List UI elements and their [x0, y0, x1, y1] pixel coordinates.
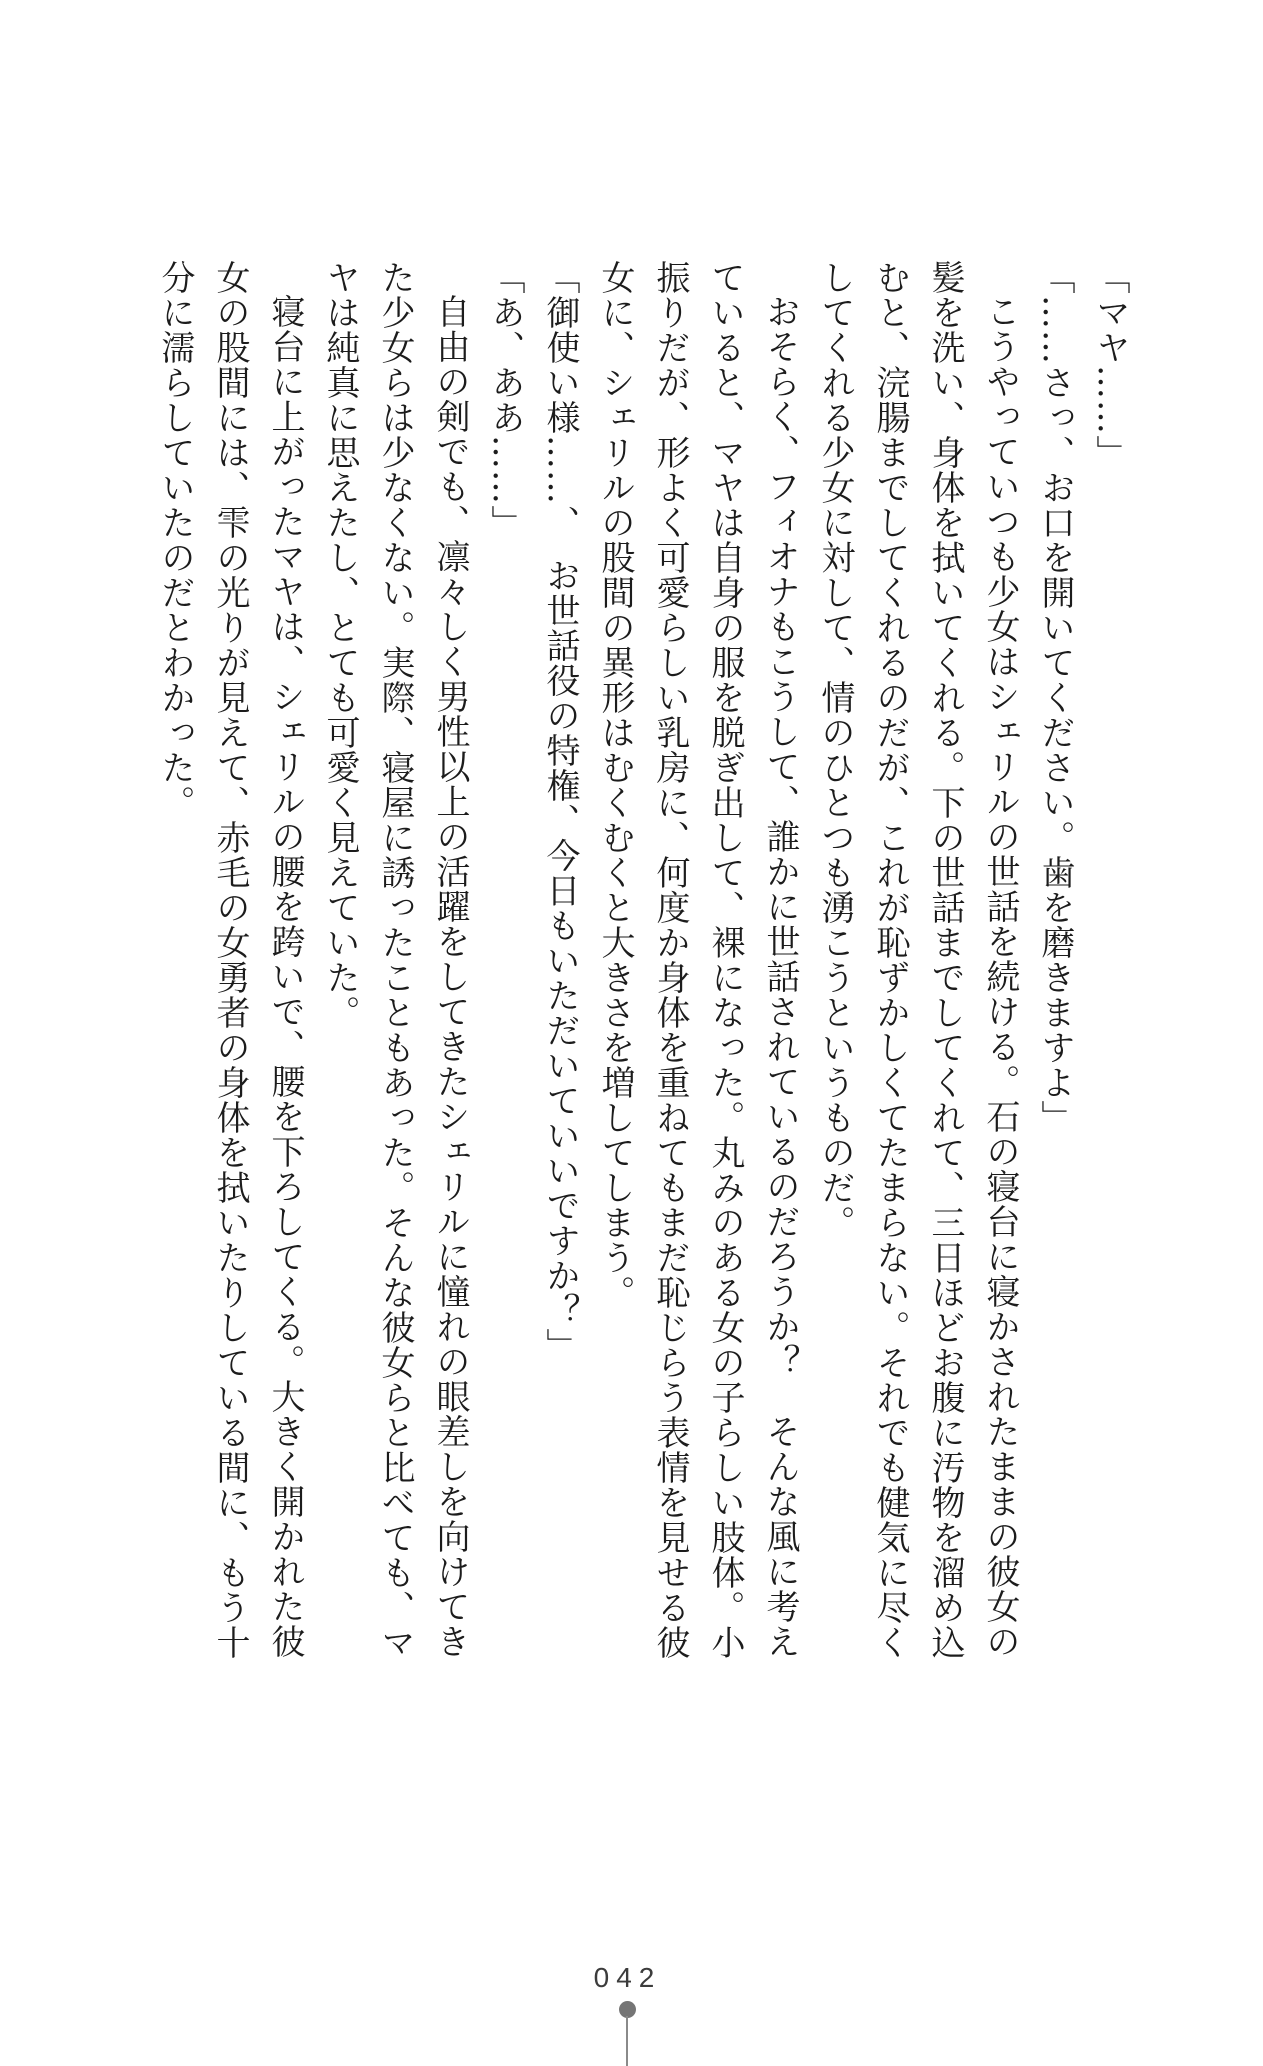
text-block	[147, 260, 1137, 1664]
narration-paragraph-3: 自由の剣でも、凛々しく男性以上の活躍をしてきたシェリルに憧れの眼差しを向けてきた少女らは少なくない。実際、寝屋に誘ったこともあった。そんな彼女らと比べても、マヤは純真に思えたし、とても可愛く見えていた。	[320, 260, 470, 1660]
narration-paragraph-4: 寝台に上がったマヤは、シェリルの腰を跨いで、腰を下ろしてくる。大きく開かれた彼女の股間には、雫の光りが見えて、赤毛の女勇者の身体を拭いたりしている間に、もう十分に濡らしていたのだとわかった。	[155, 260, 305, 1660]
dialogue-line-1: 「マヤ……」	[1090, 260, 1130, 470]
dialogue-line-3: 「御使い様……、 お世話役の特権、今日もいただいていいですか？」	[540, 260, 580, 1363]
footer-vertical-rule	[626, 2016, 628, 2066]
narration-paragraph-1: こうやっていつも少女はシェリルの世話を続ける。石の寝台に寝かされたままの彼女の髪を洗い、身体を拭いてくれる。下の世話までしてくれて、三日ほどお腹に汚物を溜め込むと、浣腸までしてくれるのだが、これが恥ずかしくてたまらない。それでも健気に尽くしてくれる少女に対して、情のひとつも湧こうというものだ。	[815, 260, 1020, 1660]
dialogue-line-2: 「……さっ、お口を開いてください。歯を磨きますよ」	[1035, 260, 1075, 1135]
page-number: 042	[593, 1962, 662, 1993]
narration-paragraph-2: おそらく、フィオナもこうして、誰かに世話されているのだろうか？ そんな風に考えていると、マヤは自身の服を脱ぎ出して、裸になった。丸みのある女の子らしい肢体。小振りだが、形よく可愛らしい乳房に、何度か身体を重ねてもまだ恥じらう表情を見せる彼女に、シェリルの股間の異形はむくむくと大きさを増してしまう。	[595, 260, 800, 1660]
dialogue-line-4: 「あ、ああ……」	[485, 260, 525, 540]
